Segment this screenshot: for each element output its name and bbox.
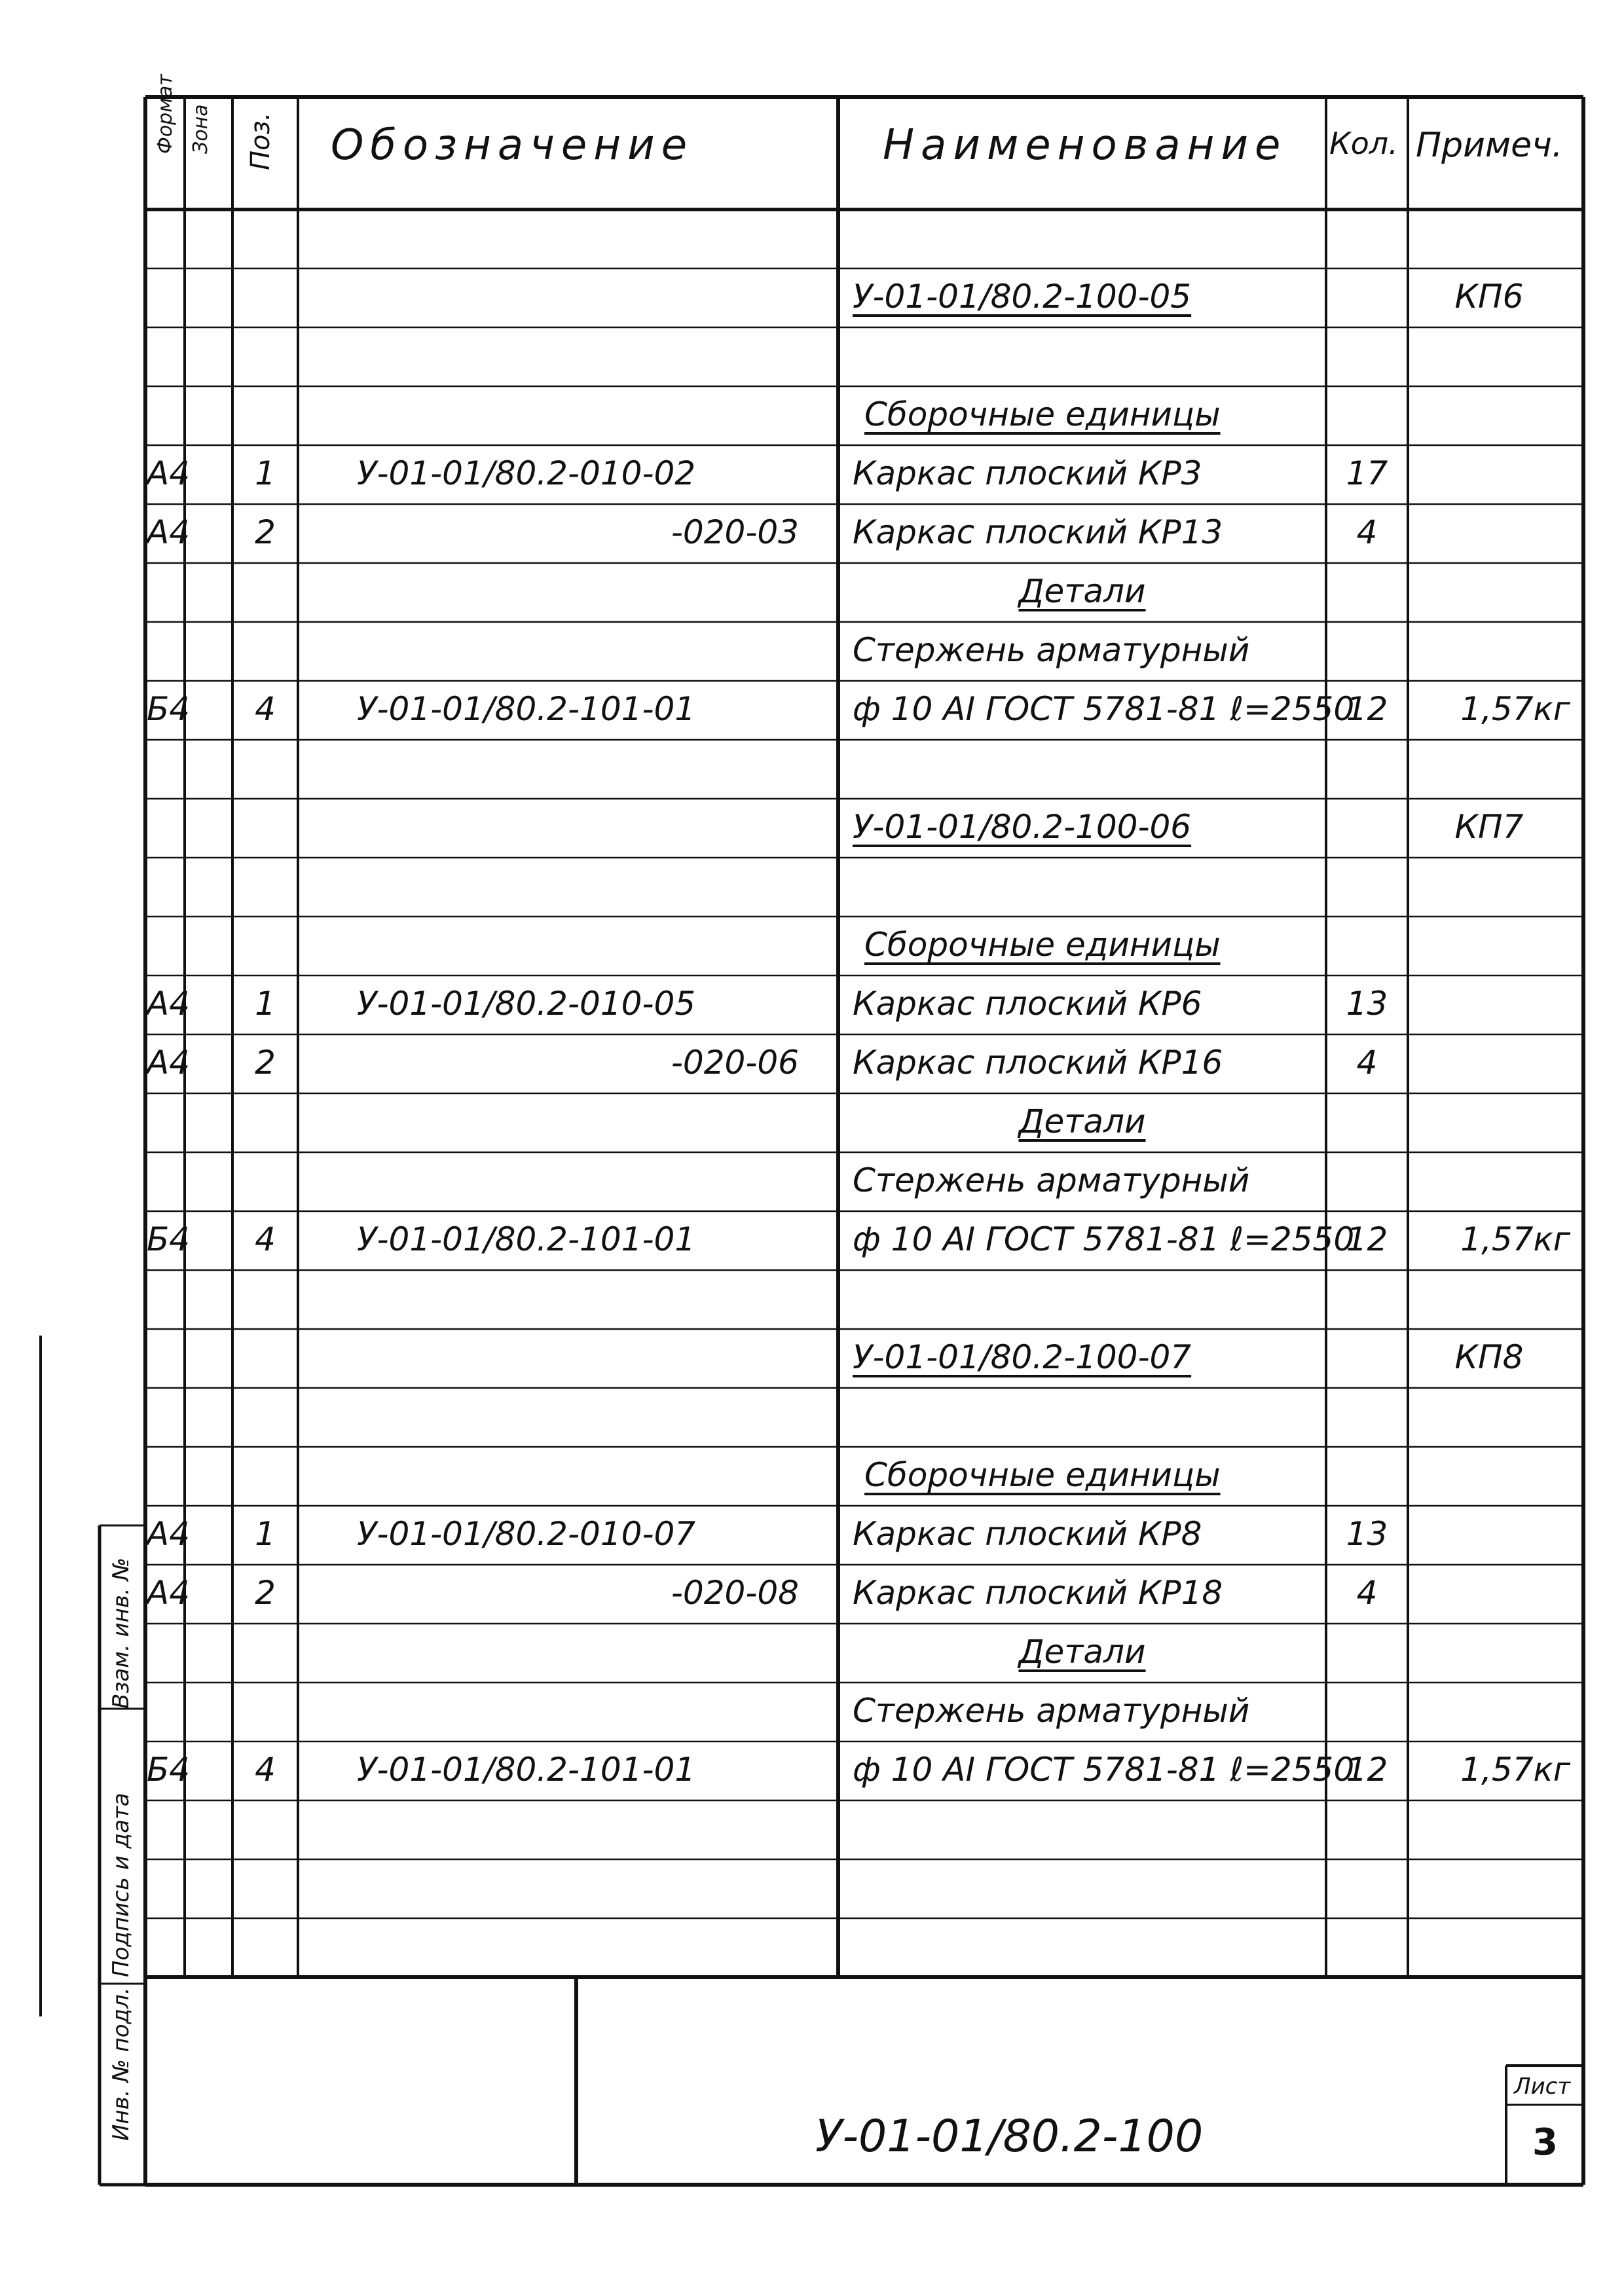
row-name: Каркас плоский КР3 xyxy=(853,454,1202,492)
header-qty: Кол. xyxy=(1329,126,1398,161)
row-name: ф 10 АI ГОСТ 5781-81 ℓ=2550 xyxy=(853,1751,1355,1789)
row-format: А4 xyxy=(147,513,191,551)
row-quantity: 12 xyxy=(1346,1220,1388,1258)
row-name: Детали xyxy=(1018,572,1146,610)
row-designation: -020-03 xyxy=(671,513,799,551)
row-name: Детали xyxy=(1018,1102,1146,1140)
row-position: 4 xyxy=(255,690,276,728)
row-format: Б4 xyxy=(147,690,191,728)
row-quantity: 13 xyxy=(1346,985,1388,1023)
row-designation: -020-06 xyxy=(671,1044,799,1082)
row-note: 1,57кг xyxy=(1460,1751,1570,1789)
row-quantity: 17 xyxy=(1346,454,1388,492)
row-format: Б4 xyxy=(147,1220,191,1258)
row-note: КП6 xyxy=(1454,278,1524,316)
row-name: Стержень арматурный xyxy=(853,1692,1250,1730)
header-note: Примеч. xyxy=(1416,126,1563,165)
row-position: 2 xyxy=(255,513,276,551)
row-position: 1 xyxy=(255,1515,276,1553)
row-format: А4 xyxy=(147,985,191,1023)
row-name: У-01-01/80.2-100-06 xyxy=(853,808,1192,846)
stamp-sheet-label: Лист xyxy=(1514,2073,1571,2100)
stamp-sheet-number: 3 xyxy=(1532,2121,1558,2164)
row-quantity: 4 xyxy=(1356,1574,1378,1612)
side-label-sign-date: Подпись и дата xyxy=(108,1793,134,1977)
row-note: КП8 xyxy=(1454,1338,1524,1376)
row-position: 4 xyxy=(255,1220,276,1258)
row-designation: У-01-01/80.2-010-05 xyxy=(357,985,696,1023)
header-designation: Обозначение xyxy=(331,121,694,170)
row-note: 1,57кг xyxy=(1460,1220,1570,1258)
row-designation: У-01-01/80.2-010-02 xyxy=(357,454,696,492)
row-quantity: 4 xyxy=(1356,513,1378,551)
row-name: Сборочные единицы xyxy=(864,926,1221,964)
row-name: У-01-01/80.2-100-05 xyxy=(853,278,1192,316)
row-format: А4 xyxy=(147,454,191,492)
row-position: 1 xyxy=(255,985,276,1023)
row-quantity: 13 xyxy=(1346,1515,1388,1553)
row-designation: У-01-01/80.2-101-01 xyxy=(357,1751,696,1789)
header-name: Наименование xyxy=(883,121,1287,170)
side-label-inv-orig: Инв. № подл. xyxy=(108,1987,134,2141)
row-name: ф 10 АI ГОСТ 5781-81 ℓ=2550 xyxy=(853,690,1355,728)
row-position: 1 xyxy=(255,454,276,492)
row-name: Каркас плоский КР16 xyxy=(853,1044,1223,1082)
row-designation: У-01-01/80.2-101-01 xyxy=(357,1220,696,1258)
row-designation: У-01-01/80.2-010-07 xyxy=(357,1515,696,1553)
row-note: 1,57кг xyxy=(1460,690,1570,728)
stamp-document-code: У-01-01/80.2-100 xyxy=(815,2111,1204,2162)
header-pos: Поз. xyxy=(246,112,276,170)
row-name: Сборочные единицы xyxy=(864,395,1221,433)
side-label-replace-inv: Взам. инв. № xyxy=(108,1558,134,1709)
row-name: Стержень арматурный xyxy=(853,1161,1250,1199)
row-designation: -020-08 xyxy=(671,1574,799,1612)
row-name: Каркас плоский КР13 xyxy=(853,513,1223,551)
header-zone: Зона xyxy=(189,104,212,154)
row-name: Каркас плоский КР18 xyxy=(853,1574,1223,1612)
row-position: 2 xyxy=(255,1044,276,1082)
row-quantity: 4 xyxy=(1356,1044,1378,1082)
row-name: Каркас плоский КР8 xyxy=(853,1515,1202,1553)
row-format: А4 xyxy=(147,1515,191,1553)
row-format: А4 xyxy=(147,1044,191,1082)
header-format: Формат xyxy=(154,74,177,154)
row-name: У-01-01/80.2-100-07 xyxy=(853,1338,1192,1376)
row-name: Каркас плоский КР6 xyxy=(853,985,1202,1023)
row-format: Б4 xyxy=(147,1751,191,1789)
row-position: 4 xyxy=(255,1751,276,1789)
row-name: Стержень арматурный xyxy=(853,631,1250,669)
row-position: 2 xyxy=(255,1574,276,1612)
row-designation: У-01-01/80.2-101-01 xyxy=(357,690,696,728)
row-note: КП7 xyxy=(1454,808,1524,846)
row-name: ф 10 АI ГОСТ 5781-81 ℓ=2550 xyxy=(853,1220,1355,1258)
row-name: Детали xyxy=(1018,1633,1146,1671)
row-quantity: 12 xyxy=(1346,690,1388,728)
row-format: А4 xyxy=(147,1574,191,1612)
row-name: Сборочные единицы xyxy=(864,1456,1221,1494)
row-quantity: 12 xyxy=(1346,1751,1388,1789)
